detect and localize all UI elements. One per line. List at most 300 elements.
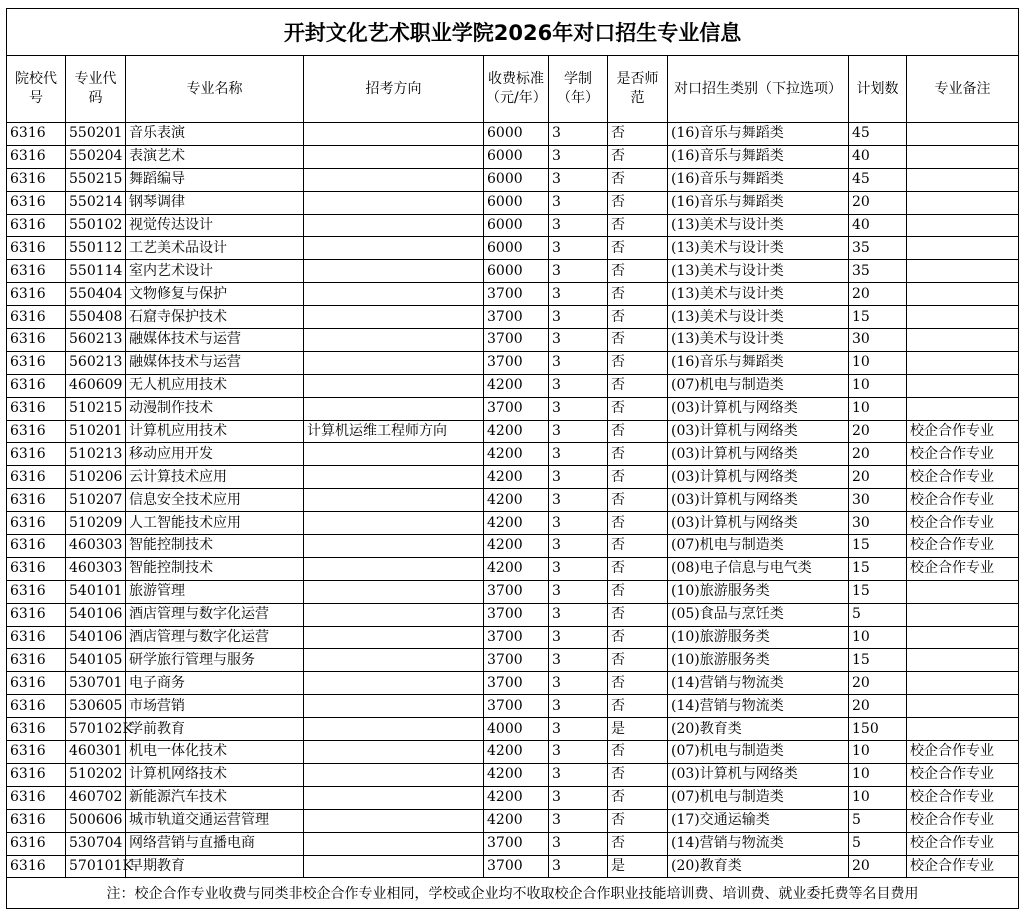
cell-plan: 10 <box>849 374 907 397</box>
cell-category: (10)旅游服务类 <box>668 580 849 603</box>
cell-plan: 40 <box>849 145 907 168</box>
cell-remark <box>907 626 1019 649</box>
cell-fee: 3700 <box>484 351 549 374</box>
cell-school-code: 6316 <box>7 260 66 283</box>
cell-major-code: 550204 <box>66 145 126 168</box>
cell-direction <box>304 557 484 580</box>
table-row <box>7 603 1019 626</box>
cell-major-code: 460303 <box>66 557 126 580</box>
cell-direction <box>304 191 484 214</box>
cell-direction <box>304 214 484 237</box>
cell-school-code: 6316 <box>7 580 66 603</box>
cell-years: 3 <box>549 397 608 420</box>
cell-fee: 4200 <box>484 535 549 558</box>
cell-direction <box>304 535 484 558</box>
cell-major-name: 舞蹈编导 <box>126 168 304 191</box>
cell-fee: 3700 <box>484 283 549 306</box>
cell-years: 3 <box>549 603 608 626</box>
cell-major-code: 510202 <box>66 763 126 786</box>
cell-remark: 校企合作专业 <box>907 741 1019 764</box>
cell-school-code: 6316 <box>7 191 66 214</box>
cell-major-code: 530704 <box>66 832 126 855</box>
cell-major-code: 550214 <box>66 191 126 214</box>
cell-years: 3 <box>549 329 608 352</box>
cell-direction <box>304 306 484 329</box>
table-row <box>7 145 1019 168</box>
cell-remark <box>907 718 1019 741</box>
cell-category: (13)美术与设计类 <box>668 237 849 260</box>
cell-major-code: 540105 <box>66 649 126 672</box>
cell-direction <box>304 397 484 420</box>
cell-remark <box>907 123 1019 146</box>
header-major-name: 专业名称 <box>126 56 304 123</box>
cell-plan: 15 <box>849 580 907 603</box>
cell-normal: 否 <box>608 214 668 237</box>
cell-category: (07)机电与制造类 <box>668 786 849 809</box>
cell-school-code: 6316 <box>7 763 66 786</box>
cell-years: 3 <box>549 306 608 329</box>
table-row <box>7 329 1019 352</box>
cell-fee: 4200 <box>484 443 549 466</box>
cell-remark: 校企合作专业 <box>907 420 1019 443</box>
table-row <box>7 580 1019 603</box>
cell-category: (20)教育类 <box>668 718 849 741</box>
cell-school-code: 6316 <box>7 809 66 832</box>
cell-major-code: 570101K <box>66 855 126 878</box>
cell-direction <box>304 237 484 260</box>
footnote: 注：校企合作专业收费与同类非校企合作专业相同，学校或企业均不收取校企合作职业技能培训费、培训费、就业委托费等名目费用 <box>7 878 1019 909</box>
cell-plan: 20 <box>849 420 907 443</box>
cell-direction <box>304 123 484 146</box>
cell-school-code: 6316 <box>7 557 66 580</box>
cell-normal: 否 <box>608 603 668 626</box>
cell-normal: 否 <box>608 695 668 718</box>
cell-remark: 校企合作专业 <box>907 443 1019 466</box>
cell-direction <box>304 145 484 168</box>
cell-major-code: 550215 <box>66 168 126 191</box>
cell-major-name: 电子商务 <box>126 672 304 695</box>
cell-direction <box>304 649 484 672</box>
table-row <box>7 283 1019 306</box>
cell-category: (07)机电与制造类 <box>668 535 849 558</box>
cell-normal: 否 <box>608 374 668 397</box>
cell-remark <box>907 603 1019 626</box>
cell-remark <box>907 283 1019 306</box>
cell-school-code: 6316 <box>7 283 66 306</box>
cell-direction <box>304 260 484 283</box>
cell-major-code: 550114 <box>66 260 126 283</box>
cell-fee: 4200 <box>484 786 549 809</box>
cell-plan: 45 <box>849 123 907 146</box>
table-row <box>7 306 1019 329</box>
cell-major-name: 计算机应用技术 <box>126 420 304 443</box>
cell-years: 3 <box>549 741 608 764</box>
cell-category: (16)音乐与舞蹈类 <box>668 351 849 374</box>
header-fee: 收费标准（元/年） <box>484 56 549 123</box>
cell-normal: 否 <box>608 260 668 283</box>
cell-category: (03)计算机与网络类 <box>668 397 849 420</box>
cell-remark <box>907 695 1019 718</box>
cell-school-code: 6316 <box>7 397 66 420</box>
cell-years: 3 <box>549 718 608 741</box>
cell-fee: 6000 <box>484 145 549 168</box>
cell-fee: 6000 <box>484 214 549 237</box>
table-row <box>7 489 1019 512</box>
cell-remark: 校企合作专业 <box>907 557 1019 580</box>
cell-normal: 是 <box>608 718 668 741</box>
table-row <box>7 786 1019 809</box>
cell-major-name: 市场营销 <box>126 695 304 718</box>
cell-direction <box>304 512 484 535</box>
cell-plan: 20 <box>849 695 907 718</box>
cell-school-code: 6316 <box>7 443 66 466</box>
cell-fee: 4200 <box>484 374 549 397</box>
cell-major-name: 城市轨道交通运营管理 <box>126 809 304 832</box>
cell-fee: 4200 <box>484 466 549 489</box>
cell-normal: 否 <box>608 306 668 329</box>
cell-category: (17)交通运输类 <box>668 809 849 832</box>
table-row <box>7 672 1019 695</box>
cell-normal: 否 <box>608 145 668 168</box>
cell-normal: 否 <box>608 397 668 420</box>
cell-fee: 3700 <box>484 649 549 672</box>
cell-years: 3 <box>549 374 608 397</box>
cell-major-name: 石窟寺保护技术 <box>126 306 304 329</box>
cell-years: 3 <box>549 351 608 374</box>
cell-remark: 校企合作专业 <box>907 535 1019 558</box>
cell-fee: 4200 <box>484 741 549 764</box>
cell-major-code: 550112 <box>66 237 126 260</box>
cell-category: (10)旅游服务类 <box>668 649 849 672</box>
cell-normal: 否 <box>608 763 668 786</box>
cell-plan: 10 <box>849 397 907 420</box>
table-row <box>7 374 1019 397</box>
table-row <box>7 123 1019 146</box>
cell-fee: 6000 <box>484 191 549 214</box>
table-row <box>7 260 1019 283</box>
cell-school-code: 6316 <box>7 695 66 718</box>
table-row <box>7 741 1019 764</box>
cell-plan: 10 <box>849 741 907 764</box>
cell-fee: 3700 <box>484 695 549 718</box>
cell-category: (13)美术与设计类 <box>668 283 849 306</box>
cell-years: 3 <box>549 695 608 718</box>
cell-major-name: 智能控制技术 <box>126 535 304 558</box>
cell-school-code: 6316 <box>7 672 66 695</box>
cell-major-name: 网络营销与直播电商 <box>126 832 304 855</box>
cell-remark: 校企合作专业 <box>907 855 1019 878</box>
cell-plan: 30 <box>849 489 907 512</box>
cell-plan: 150 <box>849 718 907 741</box>
cell-school-code: 6316 <box>7 374 66 397</box>
cell-remark: 校企合作专业 <box>907 489 1019 512</box>
cell-direction <box>304 466 484 489</box>
cell-years: 3 <box>549 168 608 191</box>
cell-major-code: 550102 <box>66 214 126 237</box>
cell-major-code: 460609 <box>66 374 126 397</box>
table-row <box>7 168 1019 191</box>
cell-category: (08)电子信息与电气类 <box>668 557 849 580</box>
cell-major-code: 560213 <box>66 329 126 352</box>
cell-major-code: 540101 <box>66 580 126 603</box>
cell-remark <box>907 329 1019 352</box>
cell-category: (14)营销与物流类 <box>668 695 849 718</box>
cell-major-name: 动漫制作技术 <box>126 397 304 420</box>
cell-direction <box>304 741 484 764</box>
cell-school-code: 6316 <box>7 649 66 672</box>
cell-direction <box>304 374 484 397</box>
cell-school-code: 6316 <box>7 535 66 558</box>
cell-category: (16)音乐与舞蹈类 <box>668 123 849 146</box>
table-row <box>7 695 1019 718</box>
cell-fee: 3700 <box>484 832 549 855</box>
cell-years: 3 <box>549 489 608 512</box>
cell-remark: 校企合作专业 <box>907 809 1019 832</box>
cell-years: 3 <box>549 191 608 214</box>
table-row <box>7 351 1019 374</box>
cell-direction <box>304 832 484 855</box>
header-major-code: 专业代码 <box>66 56 126 123</box>
cell-major-code: 530701 <box>66 672 126 695</box>
cell-direction <box>304 603 484 626</box>
table-row <box>7 626 1019 649</box>
cell-normal: 否 <box>608 443 668 466</box>
cell-major-name: 音乐表演 <box>126 123 304 146</box>
cell-normal: 否 <box>608 237 668 260</box>
cell-category: (16)音乐与舞蹈类 <box>668 168 849 191</box>
cell-remark <box>907 145 1019 168</box>
cell-major-code: 570102K <box>66 718 126 741</box>
cell-fee: 6000 <box>484 260 549 283</box>
cell-normal: 否 <box>608 191 668 214</box>
cell-normal: 否 <box>608 123 668 146</box>
cell-years: 3 <box>549 649 608 672</box>
table-row <box>7 557 1019 580</box>
table-row <box>7 832 1019 855</box>
cell-major-code: 460702 <box>66 786 126 809</box>
cell-major-code: 510215 <box>66 397 126 420</box>
cell-major-name: 工艺美术品设计 <box>126 237 304 260</box>
cell-normal: 否 <box>608 580 668 603</box>
cell-plan: 5 <box>849 809 907 832</box>
table-row <box>7 237 1019 260</box>
cell-direction <box>304 351 484 374</box>
cell-normal: 否 <box>608 283 668 306</box>
cell-normal: 否 <box>608 535 668 558</box>
cell-plan: 20 <box>849 466 907 489</box>
cell-plan: 20 <box>849 191 907 214</box>
cell-direction <box>304 443 484 466</box>
cell-normal: 否 <box>608 626 668 649</box>
majors-table <box>6 8 1019 909</box>
cell-plan: 15 <box>849 306 907 329</box>
cell-fee: 3700 <box>484 855 549 878</box>
cell-major-name: 钢琴调律 <box>126 191 304 214</box>
cell-school-code: 6316 <box>7 832 66 855</box>
cell-direction <box>304 168 484 191</box>
cell-major-code: 540106 <box>66 603 126 626</box>
cell-plan: 15 <box>849 649 907 672</box>
cell-years: 3 <box>549 763 608 786</box>
cell-category: (03)计算机与网络类 <box>668 763 849 786</box>
cell-fee: 3700 <box>484 306 549 329</box>
admission-sheet <box>6 8 1018 909</box>
cell-remark: 校企合作专业 <box>907 786 1019 809</box>
cell-normal: 否 <box>608 351 668 374</box>
cell-fee: 4000 <box>484 718 549 741</box>
cell-major-name: 智能控制技术 <box>126 557 304 580</box>
cell-normal: 否 <box>608 672 668 695</box>
cell-plan: 40 <box>849 214 907 237</box>
cell-category: (05)食品与烹饪类 <box>668 603 849 626</box>
cell-school-code: 6316 <box>7 237 66 260</box>
cell-major-name: 机电一体化技术 <box>126 741 304 764</box>
cell-major-name: 学前教育 <box>126 718 304 741</box>
cell-major-code: 500606 <box>66 809 126 832</box>
cell-major-name: 研学旅行管理与服务 <box>126 649 304 672</box>
cell-years: 3 <box>549 420 608 443</box>
cell-plan: 35 <box>849 260 907 283</box>
table-row <box>7 443 1019 466</box>
cell-direction <box>304 329 484 352</box>
cell-direction <box>304 809 484 832</box>
cell-major-code: 560213 <box>66 351 126 374</box>
table-row <box>7 512 1019 535</box>
cell-years: 3 <box>549 626 608 649</box>
cell-fee: 4200 <box>484 420 549 443</box>
cell-fee: 4200 <box>484 763 549 786</box>
cell-category: (03)计算机与网络类 <box>668 420 849 443</box>
cell-major-name: 无人机应用技术 <box>126 374 304 397</box>
cell-normal: 否 <box>608 489 668 512</box>
cell-years: 3 <box>549 557 608 580</box>
table-row <box>7 718 1019 741</box>
cell-major-name: 旅游管理 <box>126 580 304 603</box>
cell-category: (16)音乐与舞蹈类 <box>668 191 849 214</box>
cell-years: 3 <box>549 260 608 283</box>
cell-major-name: 信息安全技术应用 <box>126 489 304 512</box>
table-row <box>7 466 1019 489</box>
cell-category: (16)音乐与舞蹈类 <box>668 145 849 168</box>
cell-major-code: 510207 <box>66 489 126 512</box>
cell-remark <box>907 351 1019 374</box>
cell-school-code: 6316 <box>7 466 66 489</box>
table-row <box>7 397 1019 420</box>
cell-normal: 否 <box>608 832 668 855</box>
table-body <box>7 123 1019 878</box>
cell-school-code: 6316 <box>7 741 66 764</box>
cell-normal: 否 <box>608 741 668 764</box>
cell-direction <box>304 786 484 809</box>
cell-direction <box>304 626 484 649</box>
cell-remark: 校企合作专业 <box>907 763 1019 786</box>
cell-direction: 计算机运维工程师方向 <box>304 420 484 443</box>
page-title: 开封文化艺术职业学院2026年对口招生专业信息 <box>7 9 1019 56</box>
cell-category: (14)营销与物流类 <box>668 672 849 695</box>
cell-years: 3 <box>549 283 608 306</box>
table-row <box>7 763 1019 786</box>
cell-category: (13)美术与设计类 <box>668 214 849 237</box>
table-row <box>7 420 1019 443</box>
cell-remark <box>907 580 1019 603</box>
header-school-code: 院校代号 <box>7 56 66 123</box>
cell-major-code: 510206 <box>66 466 126 489</box>
cell-major-name: 新能源汽车技术 <box>126 786 304 809</box>
cell-school-code: 6316 <box>7 786 66 809</box>
cell-major-code: 550201 <box>66 123 126 146</box>
cell-category: (07)机电与制造类 <box>668 741 849 764</box>
cell-school-code: 6316 <box>7 214 66 237</box>
cell-school-code: 6316 <box>7 306 66 329</box>
cell-normal: 否 <box>608 809 668 832</box>
cell-normal: 否 <box>608 557 668 580</box>
header-normal: 是否师范 <box>608 56 668 123</box>
cell-years: 3 <box>549 123 608 146</box>
cell-major-name: 文物修复与保护 <box>126 283 304 306</box>
cell-years: 3 <box>549 535 608 558</box>
cell-category: (13)美术与设计类 <box>668 260 849 283</box>
cell-category: (03)计算机与网络类 <box>668 443 849 466</box>
cell-fee: 6000 <box>484 168 549 191</box>
cell-plan: 20 <box>849 443 907 466</box>
cell-plan: 10 <box>849 626 907 649</box>
cell-plan: 45 <box>849 168 907 191</box>
cell-direction <box>304 489 484 512</box>
cell-years: 3 <box>549 512 608 535</box>
cell-category: (20)教育类 <box>668 855 849 878</box>
cell-plan: 20 <box>849 672 907 695</box>
cell-school-code: 6316 <box>7 512 66 535</box>
header-category: 对口招生类别（下拉选项） <box>668 56 849 123</box>
cell-major-name: 表演艺术 <box>126 145 304 168</box>
cell-school-code: 6316 <box>7 489 66 512</box>
cell-fee: 6000 <box>484 237 549 260</box>
table-row <box>7 214 1019 237</box>
cell-remark <box>907 260 1019 283</box>
cell-major-name: 融媒体技术与运营 <box>126 351 304 374</box>
cell-years: 3 <box>549 672 608 695</box>
cell-years: 3 <box>549 145 608 168</box>
cell-plan: 15 <box>849 557 907 580</box>
cell-direction <box>304 718 484 741</box>
cell-major-code: 510209 <box>66 512 126 535</box>
cell-normal: 否 <box>608 512 668 535</box>
header-years: 学制（年） <box>549 56 608 123</box>
cell-school-code: 6316 <box>7 718 66 741</box>
cell-category: (07)机电与制造类 <box>668 374 849 397</box>
cell-category: (03)计算机与网络类 <box>668 466 849 489</box>
header-direction: 招考方向 <box>304 56 484 123</box>
cell-school-code: 6316 <box>7 420 66 443</box>
cell-direction <box>304 283 484 306</box>
header-row <box>7 56 1019 123</box>
cell-category: (14)营销与物流类 <box>668 832 849 855</box>
cell-school-code: 6316 <box>7 603 66 626</box>
cell-category: (13)美术与设计类 <box>668 329 849 352</box>
cell-remark <box>907 168 1019 191</box>
cell-major-code: 460301 <box>66 741 126 764</box>
cell-fee: 4200 <box>484 557 549 580</box>
cell-remark <box>907 214 1019 237</box>
cell-plan: 35 <box>849 237 907 260</box>
cell-major-code: 510213 <box>66 443 126 466</box>
cell-major-code: 460303 <box>66 535 126 558</box>
cell-major-name: 云计算技术应用 <box>126 466 304 489</box>
cell-remark <box>907 374 1019 397</box>
cell-fee: 3700 <box>484 580 549 603</box>
cell-school-code: 6316 <box>7 168 66 191</box>
cell-normal: 是 <box>608 855 668 878</box>
